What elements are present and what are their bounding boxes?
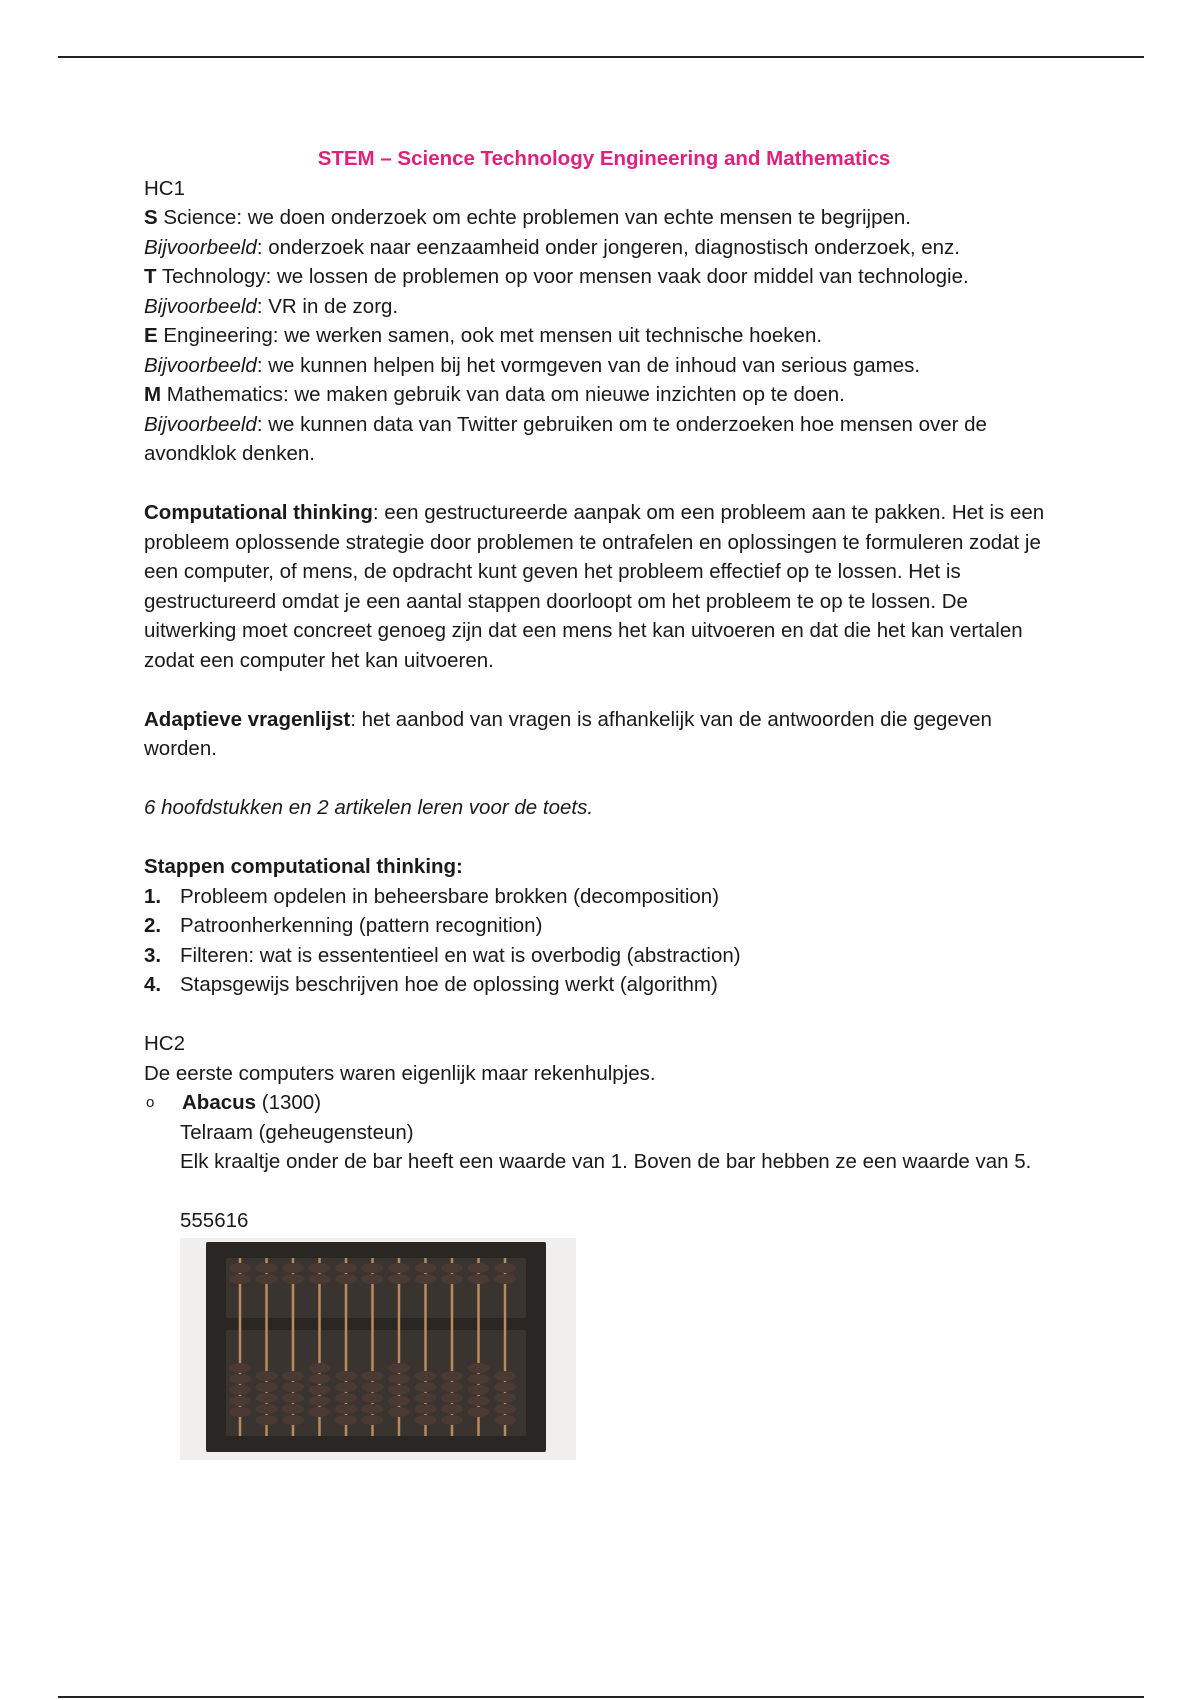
abacus-bead (256, 1415, 278, 1425)
abacus-bead (362, 1393, 384, 1403)
abacus-bead (494, 1404, 516, 1414)
abacus-bead (282, 1382, 304, 1392)
stem-mathematics (144, 380, 1064, 410)
abacus-bead (388, 1374, 410, 1384)
stem-letter: T (144, 265, 157, 288)
abacus-bead (362, 1404, 384, 1414)
abacus-bead (441, 1404, 463, 1414)
abacus-bead (229, 1263, 251, 1273)
abacus-bead (468, 1274, 490, 1284)
abacus-bead (415, 1274, 437, 1284)
abacus-bead (282, 1263, 304, 1273)
list-text: Probleem opdelen in beheersbare brokken (decomposition) (180, 884, 720, 908)
stem-text: Science: we doen onderzoek om echte problemen van echte mensen te begrijpen. (157, 206, 911, 229)
abacus-name: Abacus (182, 1091, 257, 1114)
list-number: 2. (144, 914, 162, 937)
abacus-bead (335, 1404, 357, 1414)
abacus-bead (335, 1393, 357, 1403)
abacus-bead (229, 1407, 251, 1417)
example-text: : VR in de zorg. (256, 294, 399, 318)
abacus-bead (388, 1274, 410, 1284)
term: Computational thinking (144, 501, 373, 524)
abacus-year: (1300) (256, 1091, 322, 1114)
example-text: : we kunnen data van Twitter gebruiken om te onderzoeken hoe mensen over de avondklok denken. (144, 412, 987, 465)
stem-science-example (144, 233, 1064, 263)
example-label: Bijvoorbeeld (144, 235, 257, 259)
abacus-bead (468, 1407, 490, 1417)
abacus-bead (468, 1374, 490, 1384)
abacus-bead (415, 1382, 437, 1392)
example-label: Bijvoorbeeld (144, 353, 257, 377)
abacus-bead (415, 1404, 437, 1414)
document-body (144, 144, 1064, 1460)
abacus-line-2: Elk kraaltje onder de bar heeft een waarde van 1. Boven de bar hebben ze een waarde van 5. (180, 1150, 1032, 1173)
bullet-icon: o (146, 1094, 155, 1111)
computational-thinking-paragraph (144, 498, 1064, 675)
abacus-bead (256, 1393, 278, 1403)
abacus-bead (468, 1263, 490, 1273)
hc2-label: HC2 (144, 1032, 186, 1055)
steps-heading (144, 852, 1064, 882)
example-text: : we kunnen helpen bij het vormgeven van de inhoud van serious games. (256, 353, 921, 377)
abacus-bead (229, 1374, 251, 1384)
stem-engineering (144, 321, 1064, 351)
header-rule (58, 56, 1144, 58)
abacus-bead (335, 1371, 357, 1381)
abacus-bead (441, 1263, 463, 1273)
definition: : een gestructureerde aanpak om een probleem aan te pakken. Het is een probleem oplossende strategie door problemen te ontrafelen en oplossingen te formuleren zodat je een computer, of mens, de opdracht kunt geven het probleem effectief op te lossen. Het is gestructureerd omdat je een aantal stappen doorloopt om het probleem te op te lossen. De uitwerking moet concreet genoeg zijn dat een mens het kan uitvoeren en dat die het kan vertalen zodat een computer het kan uitvoeren. (144, 501, 1045, 672)
example-label: Bijvoorbeeld (144, 294, 257, 318)
abacus-bead (309, 1363, 331, 1373)
list-item (144, 911, 1064, 941)
abacus-bead (362, 1371, 384, 1381)
abacus-bead (494, 1415, 516, 1425)
abacus-bead (494, 1371, 516, 1381)
abacus-bead (309, 1274, 331, 1284)
list-number: 1. (144, 884, 162, 908)
abacus-bead (309, 1407, 331, 1417)
hc1-label: HC1 (144, 176, 186, 200)
abacus-bead (415, 1415, 437, 1425)
abacus-bead (441, 1274, 463, 1284)
abacus-bead (494, 1382, 516, 1392)
abacus-bead (256, 1404, 278, 1414)
list-number: 3. (144, 943, 162, 967)
hc2-intro: De eerste computers waren eigenlijk maar rekenhulpjes. (144, 1061, 656, 1085)
stem-text: Mathematics: we maken gebruik van data om nieuwe inzichten op te doen. (161, 383, 845, 406)
abacus-bead (229, 1274, 251, 1284)
test-note (144, 793, 1064, 823)
stem-engineering-example (144, 351, 1064, 381)
list-number: 4. (144, 973, 162, 996)
steps-list (144, 882, 1064, 1000)
abacus-line-1: Telraam (geheugensteun) (180, 1120, 414, 1144)
stem-technology-example (144, 292, 1064, 322)
abacus-bead (388, 1263, 410, 1273)
stem-letter: E (144, 324, 158, 347)
stem-text: Technology: we lossen de problemen op voor mensen vaak door middel van technologie. (156, 265, 969, 288)
abacus-bead (256, 1382, 278, 1392)
footer-rule (58, 1696, 1144, 1698)
abacus-bead (309, 1374, 331, 1384)
abacus-bead (309, 1385, 331, 1395)
abacus-bead (282, 1393, 304, 1403)
abacus-bead (256, 1263, 278, 1273)
abacus-bead (415, 1371, 437, 1381)
list-text: Patroonherkenning (pattern recognition) (180, 914, 543, 937)
abacus-bead (388, 1363, 410, 1373)
abacus-bead (309, 1396, 331, 1406)
list-item (144, 970, 1064, 1000)
abacus-item (144, 1088, 1064, 1118)
abacus-bead (362, 1382, 384, 1392)
abacus-bead (282, 1415, 304, 1425)
abacus-bead (441, 1382, 463, 1392)
page-title: STEM – Science Technology Engineering and Mathematics (317, 147, 891, 170)
abacus-bead (494, 1393, 516, 1403)
test-note-text: 6 hoofdstukken en 2 artikelen leren voor de toets. (144, 796, 594, 819)
example-text: : onderzoek naar eenzaamheid onder jongeren, diagnostisch onderzoek, enz. (256, 235, 960, 259)
abacus-bead (282, 1404, 304, 1414)
abacus-image (180, 1238, 576, 1460)
stem-letter: M (144, 383, 162, 406)
abacus-bead (441, 1371, 463, 1381)
abacus-bead (494, 1263, 516, 1273)
abacus-bar (226, 1318, 526, 1330)
abacus-bead (468, 1396, 490, 1406)
list-text: Stapsgewijs beschrijven hoe de oplossing werkt (algorithm) (180, 973, 718, 996)
abacus-bead (335, 1382, 357, 1392)
abacus-illustration (180, 1238, 576, 1460)
abacus-bead (388, 1385, 410, 1395)
list-item (144, 882, 1064, 912)
stem-technology (144, 262, 1064, 292)
stem-text: Engineering: we werken samen, ook met mensen uit technische hoeken. (157, 324, 823, 347)
abacus-bead (441, 1393, 463, 1403)
term: Adaptieve vragenlijst (144, 707, 351, 731)
example-label: Bijvoorbeeld (144, 412, 257, 436)
stem-list (144, 203, 1064, 469)
abacus-bead (335, 1415, 357, 1425)
list-item (144, 941, 1064, 971)
abacus-number: 555616 (180, 1209, 249, 1232)
abacus-bead (468, 1385, 490, 1395)
abacus-bead (362, 1274, 384, 1284)
abacus-bead (415, 1393, 437, 1403)
abacus-bead (415, 1263, 437, 1273)
stem-letter: S (144, 206, 158, 229)
abacus-bead (468, 1363, 490, 1373)
abacus-bead (256, 1274, 278, 1284)
abacus-bead (335, 1263, 357, 1273)
abacus-bead (309, 1263, 331, 1273)
abacus-bead (282, 1274, 304, 1284)
abacus-bead (441, 1415, 463, 1425)
definition: : het aanbod van vragen is afhankelijk van de antwoorden die gegeven worden. (144, 707, 992, 760)
list-text: Filteren: wat is essententieel en wat is overbodig (abstraction) (180, 943, 741, 967)
abacus-bead (229, 1363, 251, 1373)
abacus-bead (388, 1407, 410, 1417)
abacus-bead (362, 1415, 384, 1425)
abacus-bead (335, 1274, 357, 1284)
abacus-bead (282, 1371, 304, 1381)
abacus-bead (256, 1371, 278, 1381)
stem-mathematics-example (144, 410, 1064, 469)
adaptive-questionnaire-paragraph (144, 705, 1064, 764)
stem-science (144, 203, 1064, 233)
abacus-bead (362, 1263, 384, 1273)
abacus-bead (229, 1385, 251, 1395)
abacus-bead (494, 1274, 516, 1284)
abacus-bead (229, 1396, 251, 1406)
steps-heading-text: Stappen computational thinking: (144, 855, 463, 878)
abacus-bead (388, 1396, 410, 1406)
